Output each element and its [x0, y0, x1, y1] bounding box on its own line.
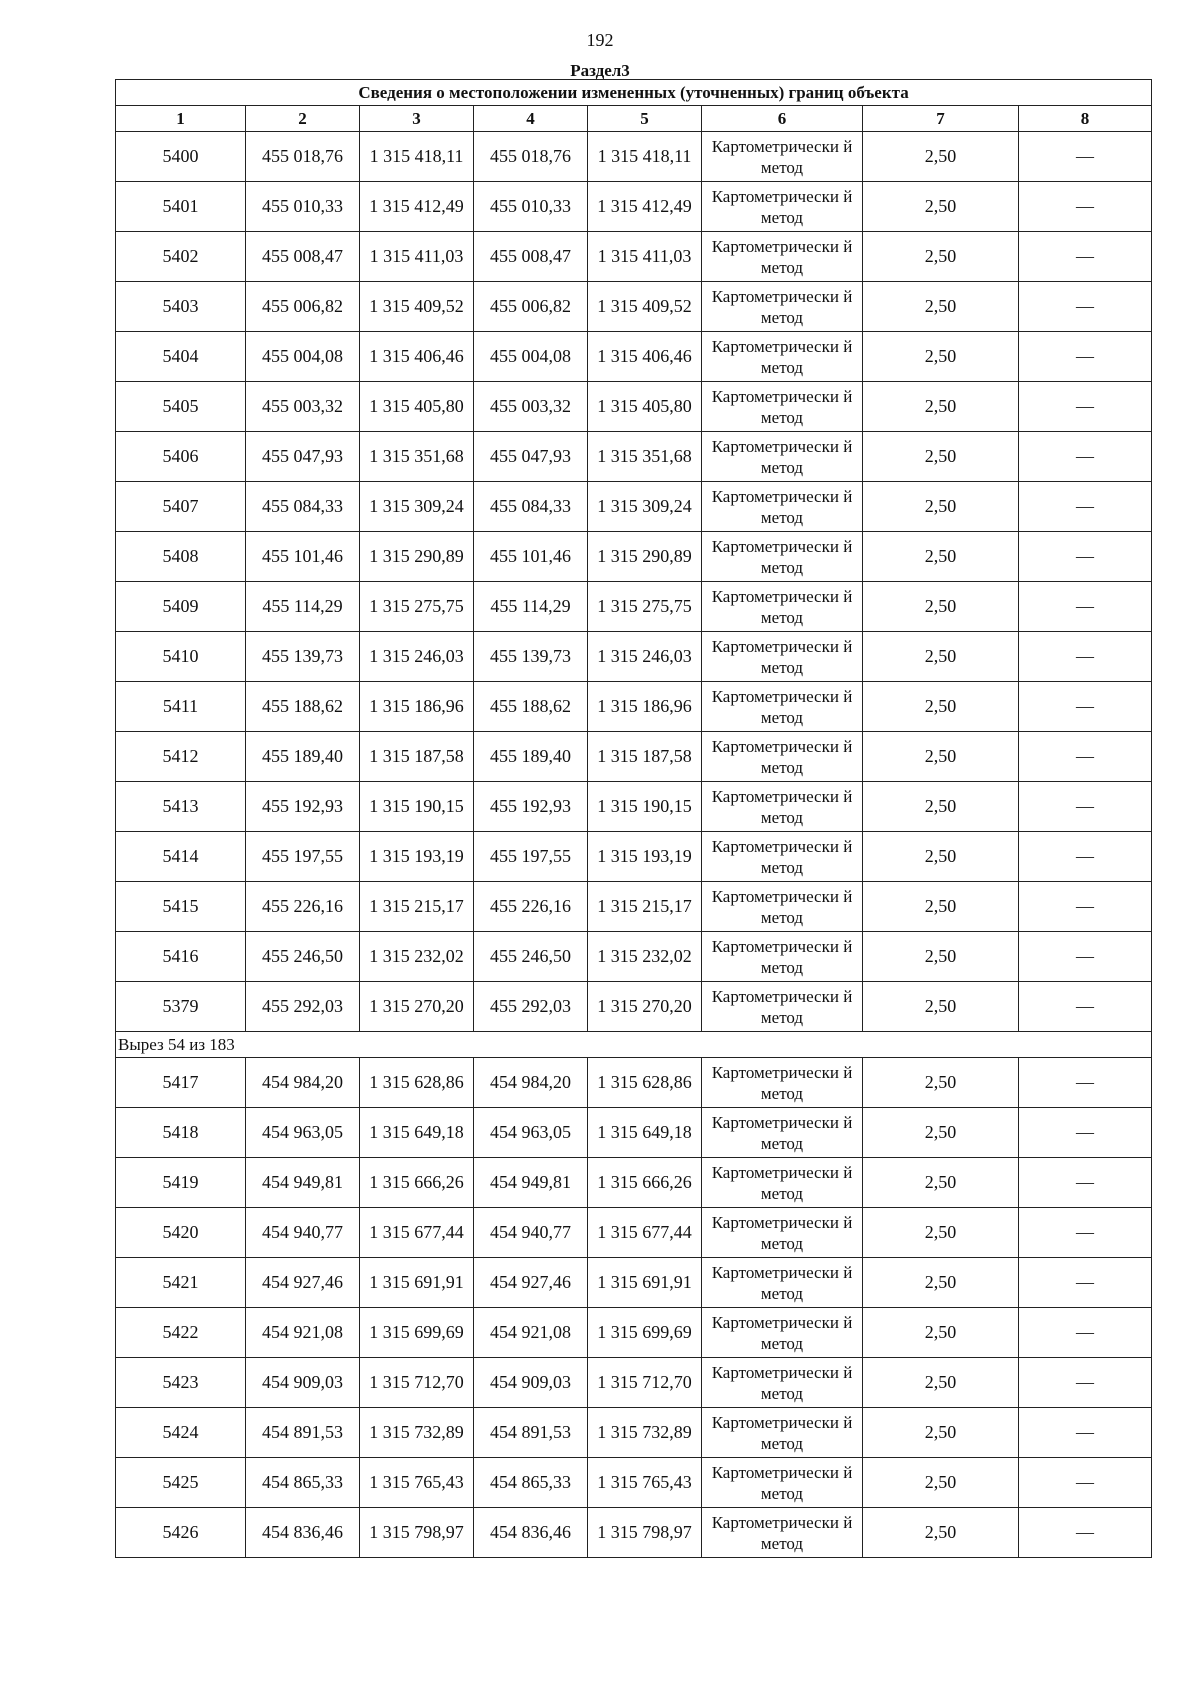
table-row [116, 232, 1152, 282]
method-cell: Картометрически й метод [702, 132, 863, 182]
accuracy-cell: 2,50 [863, 982, 1019, 1032]
method-cell: Картометрически й метод [702, 1258, 863, 1308]
note-cell: — [1019, 532, 1152, 582]
x-existing-cell: 455 008,47 [246, 232, 360, 282]
note-cell: — [1019, 182, 1152, 232]
y-new-cell: 1 315 411,03 [588, 232, 702, 282]
x-existing-cell: 455 189,40 [246, 732, 360, 782]
point-number-cell: 5379 [116, 982, 246, 1032]
y-new-cell: 1 315 290,89 [588, 532, 702, 582]
table-row [116, 532, 1152, 582]
x-new-cell: 455 084,33 [474, 482, 588, 532]
y-new-cell: 1 315 765,43 [588, 1458, 702, 1508]
point-number-cell: 5413 [116, 782, 246, 832]
note-cell: — [1019, 1208, 1152, 1258]
table-row [116, 1258, 1152, 1308]
y-existing-cell: 1 315 677,44 [360, 1208, 474, 1258]
column-number: 4 [474, 106, 588, 132]
x-existing-cell: 455 018,76 [246, 132, 360, 182]
x-existing-cell: 454 927,46 [246, 1258, 360, 1308]
x-existing-cell: 455 003,32 [246, 382, 360, 432]
note-cell: — [1019, 1258, 1152, 1308]
x-new-cell: 454 865,33 [474, 1458, 588, 1508]
point-number-cell: 5410 [116, 632, 246, 682]
column-number: 6 [702, 106, 863, 132]
accuracy-cell: 2,50 [863, 332, 1019, 382]
point-number-cell: 5401 [116, 182, 246, 232]
y-new-cell: 1 315 699,69 [588, 1308, 702, 1358]
point-number-cell: 5418 [116, 1108, 246, 1158]
accuracy-cell: 2,50 [863, 1408, 1019, 1458]
note-cell: — [1019, 632, 1152, 682]
point-number-cell: 5405 [116, 382, 246, 432]
y-existing-cell: 1 315 406,46 [360, 332, 474, 382]
x-existing-cell: 454 963,05 [246, 1108, 360, 1158]
y-new-cell: 1 315 309,24 [588, 482, 702, 532]
table-row [116, 1158, 1152, 1208]
x-new-cell: 454 940,77 [474, 1208, 588, 1258]
x-new-cell: 455 101,46 [474, 532, 588, 582]
x-new-cell: 455 197,55 [474, 832, 588, 882]
table-row [116, 1058, 1152, 1108]
x-existing-cell: 455 006,82 [246, 282, 360, 332]
point-number-cell: 5424 [116, 1408, 246, 1458]
y-existing-cell: 1 315 405,80 [360, 382, 474, 432]
x-existing-cell: 454 891,53 [246, 1408, 360, 1458]
x-existing-cell: 454 836,46 [246, 1508, 360, 1558]
accuracy-cell: 2,50 [863, 1058, 1019, 1108]
table-row [116, 1108, 1152, 1158]
note-cell: — [1019, 1408, 1152, 1458]
x-new-cell: 455 018,76 [474, 132, 588, 182]
point-number-cell: 5408 [116, 532, 246, 582]
point-number-cell: 5425 [116, 1458, 246, 1508]
note-cell: — [1019, 932, 1152, 982]
table-row [116, 732, 1152, 782]
method-cell: Картометрически й метод [702, 382, 863, 432]
point-number-cell: 5420 [116, 1208, 246, 1258]
point-number-cell: 5400 [116, 132, 246, 182]
method-cell: Картометрически й метод [702, 632, 863, 682]
y-new-cell: 1 315 409,52 [588, 282, 702, 332]
note-cell: — [1019, 882, 1152, 932]
x-existing-cell: 455 246,50 [246, 932, 360, 982]
table-row [116, 332, 1152, 382]
y-new-cell: 1 315 351,68 [588, 432, 702, 482]
y-existing-cell: 1 315 232,02 [360, 932, 474, 982]
column-number: 3 [360, 106, 474, 132]
y-new-cell: 1 315 246,03 [588, 632, 702, 682]
point-number-cell: 5417 [116, 1058, 246, 1108]
method-cell: Картометрически й метод [702, 1408, 863, 1458]
x-existing-cell: 455 114,29 [246, 582, 360, 632]
x-new-cell: 455 006,82 [474, 282, 588, 332]
y-new-cell: 1 315 270,20 [588, 982, 702, 1032]
y-existing-cell: 1 315 765,43 [360, 1458, 474, 1508]
column-number: 2 [246, 106, 360, 132]
note-cell: — [1019, 382, 1152, 432]
note-cell: — [1019, 1308, 1152, 1358]
note-cell: — [1019, 982, 1152, 1032]
accuracy-cell: 2,50 [863, 232, 1019, 282]
accuracy-cell: 2,50 [863, 1508, 1019, 1558]
section-title: Раздел3 [570, 61, 630, 80]
y-new-cell: 1 315 677,44 [588, 1208, 702, 1258]
method-cell: Картометрически й метод [702, 1208, 863, 1258]
x-existing-cell: 455 084,33 [246, 482, 360, 532]
x-new-cell: 455 114,29 [474, 582, 588, 632]
note-cell: — [1019, 782, 1152, 832]
method-cell: Картометрически й метод [702, 432, 863, 482]
y-new-cell: 1 315 190,15 [588, 782, 702, 832]
table-row [116, 582, 1152, 632]
y-new-cell: 1 315 732,89 [588, 1408, 702, 1458]
x-new-cell: 455 003,32 [474, 382, 588, 432]
method-cell: Картометрически й метод [702, 832, 863, 882]
point-number-cell: 5414 [116, 832, 246, 882]
table-row [116, 982, 1152, 1032]
accuracy-cell: 2,50 [863, 932, 1019, 982]
x-new-cell: 455 246,50 [474, 932, 588, 982]
accuracy-cell: 2,50 [863, 1358, 1019, 1408]
y-existing-cell: 1 315 270,20 [360, 982, 474, 1032]
accuracy-cell: 2,50 [863, 1308, 1019, 1358]
x-existing-cell: 455 004,08 [246, 332, 360, 382]
y-new-cell: 1 315 412,49 [588, 182, 702, 232]
method-cell: Картометрически й метод [702, 1458, 863, 1508]
y-existing-cell: 1 315 666,26 [360, 1158, 474, 1208]
x-new-cell: 454 909,03 [474, 1358, 588, 1408]
x-new-cell: 454 963,05 [474, 1108, 588, 1158]
table-caption-row [116, 80, 1152, 106]
accuracy-cell: 2,50 [863, 382, 1019, 432]
accuracy-cell: 2,50 [863, 182, 1019, 232]
y-existing-cell: 1 315 246,03 [360, 632, 474, 682]
method-cell: Картометрически й метод [702, 1308, 863, 1358]
y-existing-cell: 1 315 190,15 [360, 782, 474, 832]
column-number-row [116, 106, 1152, 132]
point-number-cell: 5412 [116, 732, 246, 782]
x-existing-cell: 454 865,33 [246, 1458, 360, 1508]
x-existing-cell: 455 226,16 [246, 882, 360, 932]
table-caption: Сведения о местоположении измененных (уточненных) границ объекта [116, 80, 1152, 106]
note-cell: — [1019, 1108, 1152, 1158]
accuracy-cell: 2,50 [863, 282, 1019, 332]
note-cell: — [1019, 282, 1152, 332]
y-existing-cell: 1 315 628,86 [360, 1058, 474, 1108]
x-existing-cell: 455 139,73 [246, 632, 360, 682]
table-row [116, 1408, 1152, 1458]
y-new-cell: 1 315 405,80 [588, 382, 702, 432]
y-existing-cell: 1 315 418,11 [360, 132, 474, 182]
x-new-cell: 455 188,62 [474, 682, 588, 732]
table-row [116, 632, 1152, 682]
point-number-cell: 5415 [116, 882, 246, 932]
y-existing-cell: 1 315 193,19 [360, 832, 474, 882]
y-existing-cell: 1 315 275,75 [360, 582, 474, 632]
y-existing-cell: 1 315 712,70 [360, 1358, 474, 1408]
note-cell: — [1019, 832, 1152, 882]
y-existing-cell: 1 315 187,58 [360, 732, 474, 782]
x-new-cell: 455 292,03 [474, 982, 588, 1032]
y-existing-cell: 1 315 186,96 [360, 682, 474, 732]
y-new-cell: 1 315 232,02 [588, 932, 702, 982]
table-row [116, 382, 1152, 432]
y-existing-cell: 1 315 409,52 [360, 282, 474, 332]
y-new-cell: 1 315 628,86 [588, 1058, 702, 1108]
x-new-cell: 454 921,08 [474, 1308, 588, 1358]
table-body [116, 132, 1152, 1558]
y-new-cell: 1 315 666,26 [588, 1158, 702, 1208]
table-row [116, 682, 1152, 732]
y-existing-cell: 1 315 412,49 [360, 182, 474, 232]
method-cell: Картометрически й метод [702, 1108, 863, 1158]
y-existing-cell: 1 315 351,68 [360, 432, 474, 482]
y-new-cell: 1 315 691,91 [588, 1258, 702, 1308]
accuracy-cell: 2,50 [863, 1258, 1019, 1308]
page-number: 192 [586, 30, 614, 50]
x-new-cell: 455 010,33 [474, 182, 588, 232]
method-cell: Картометрически й метод [702, 532, 863, 582]
x-existing-cell: 455 192,93 [246, 782, 360, 832]
accuracy-cell: 2,50 [863, 1208, 1019, 1258]
x-new-cell: 455 226,16 [474, 882, 588, 932]
note-cell: — [1019, 432, 1152, 482]
point-number-cell: 5402 [116, 232, 246, 282]
method-cell: Картометрически й метод [702, 1508, 863, 1558]
x-existing-cell: 455 188,62 [246, 682, 360, 732]
note-cell: — [1019, 132, 1152, 182]
accuracy-cell: 2,50 [863, 682, 1019, 732]
point-number-cell: 5407 [116, 482, 246, 532]
accuracy-cell: 2,50 [863, 1158, 1019, 1208]
table-row [116, 182, 1152, 232]
table-row [116, 1508, 1152, 1558]
x-existing-cell: 454 984,20 [246, 1058, 360, 1108]
point-number-cell: 5416 [116, 932, 246, 982]
point-number-cell: 5409 [116, 582, 246, 632]
x-new-cell: 455 004,08 [474, 332, 588, 382]
table-row [116, 282, 1152, 332]
method-cell: Картометрически й метод [702, 932, 863, 982]
point-number-cell: 5423 [116, 1358, 246, 1408]
table-row [116, 482, 1152, 532]
x-new-cell: 455 047,93 [474, 432, 588, 482]
method-cell: Картометрически й метод [702, 682, 863, 732]
x-new-cell: 454 984,20 [474, 1058, 588, 1108]
method-cell: Картометрически й метод [702, 982, 863, 1032]
point-number-cell: 5403 [116, 282, 246, 332]
x-existing-cell: 454 921,08 [246, 1308, 360, 1358]
y-new-cell: 1 315 712,70 [588, 1358, 702, 1408]
x-new-cell: 454 949,81 [474, 1158, 588, 1208]
accuracy-cell: 2,50 [863, 432, 1019, 482]
point-number-cell: 5406 [116, 432, 246, 482]
x-new-cell: 455 008,47 [474, 232, 588, 282]
accuracy-cell: 2,50 [863, 1108, 1019, 1158]
accuracy-cell: 2,50 [863, 132, 1019, 182]
method-cell: Картометрически й метод [702, 1058, 863, 1108]
y-new-cell: 1 315 649,18 [588, 1108, 702, 1158]
x-new-cell: 454 927,46 [474, 1258, 588, 1308]
x-new-cell: 454 891,53 [474, 1408, 588, 1458]
point-number-cell: 5426 [116, 1508, 246, 1558]
x-existing-cell: 455 197,55 [246, 832, 360, 882]
x-existing-cell: 454 949,81 [246, 1158, 360, 1208]
group-label: Вырез 54 из 183 [116, 1032, 1152, 1058]
method-cell: Картометрически й метод [702, 882, 863, 932]
method-cell: Картометрически й метод [702, 182, 863, 232]
x-new-cell: 455 139,73 [474, 632, 588, 682]
x-new-cell: 455 189,40 [474, 732, 588, 782]
table-row [116, 832, 1152, 882]
note-cell: — [1019, 1458, 1152, 1508]
method-cell: Картометрически й метод [702, 782, 863, 832]
point-number-cell: 5404 [116, 332, 246, 382]
x-new-cell: 455 192,93 [474, 782, 588, 832]
accuracy-cell: 2,50 [863, 732, 1019, 782]
y-existing-cell: 1 315 309,24 [360, 482, 474, 532]
note-cell: — [1019, 482, 1152, 532]
note-cell: — [1019, 232, 1152, 282]
point-number-cell: 5419 [116, 1158, 246, 1208]
note-cell: — [1019, 732, 1152, 782]
note-cell: — [1019, 332, 1152, 382]
table-row [116, 1208, 1152, 1258]
accuracy-cell: 2,50 [863, 832, 1019, 882]
table-row [116, 132, 1152, 182]
column-number: 5 [588, 106, 702, 132]
note-cell: — [1019, 1058, 1152, 1108]
y-new-cell: 1 315 215,17 [588, 882, 702, 932]
method-cell: Картометрически й метод [702, 332, 863, 382]
y-existing-cell: 1 315 732,89 [360, 1408, 474, 1458]
accuracy-cell: 2,50 [863, 882, 1019, 932]
table-row [116, 782, 1152, 832]
accuracy-cell: 2,50 [863, 482, 1019, 532]
method-cell: Картометрически й метод [702, 1358, 863, 1408]
method-cell: Картометрически й метод [702, 582, 863, 632]
point-number-cell: 5422 [116, 1308, 246, 1358]
y-existing-cell: 1 315 411,03 [360, 232, 474, 282]
accuracy-cell: 2,50 [863, 632, 1019, 682]
y-existing-cell: 1 315 691,91 [360, 1258, 474, 1308]
y-new-cell: 1 315 406,46 [588, 332, 702, 382]
point-number-cell: 5411 [116, 682, 246, 732]
table-row [116, 932, 1152, 982]
column-number: 7 [863, 106, 1019, 132]
note-cell: — [1019, 1158, 1152, 1208]
column-number: 8 [1019, 106, 1152, 132]
note-cell: — [1019, 682, 1152, 732]
y-existing-cell: 1 315 649,18 [360, 1108, 474, 1158]
note-cell: — [1019, 1358, 1152, 1408]
method-cell: Картометрически й метод [702, 1158, 863, 1208]
x-existing-cell: 455 101,46 [246, 532, 360, 582]
x-existing-cell: 454 909,03 [246, 1358, 360, 1408]
table-row [116, 882, 1152, 932]
method-cell: Картометрически й метод [702, 482, 863, 532]
point-number-cell: 5421 [116, 1258, 246, 1308]
y-new-cell: 1 315 187,58 [588, 732, 702, 782]
y-existing-cell: 1 315 798,97 [360, 1508, 474, 1558]
x-existing-cell: 455 047,93 [246, 432, 360, 482]
group-label-row [116, 1032, 1152, 1058]
x-existing-cell: 454 940,77 [246, 1208, 360, 1258]
accuracy-cell: 2,50 [863, 532, 1019, 582]
table-row [116, 1308, 1152, 1358]
note-cell: — [1019, 582, 1152, 632]
accuracy-cell: 2,50 [863, 582, 1019, 632]
method-cell: Картометрически й метод [702, 732, 863, 782]
note-cell: — [1019, 1508, 1152, 1558]
accuracy-cell: 2,50 [863, 782, 1019, 832]
method-cell: Картометрически й метод [702, 232, 863, 282]
y-new-cell: 1 315 418,11 [588, 132, 702, 182]
accuracy-cell: 2,50 [863, 1458, 1019, 1508]
x-existing-cell: 455 292,03 [246, 982, 360, 1032]
y-new-cell: 1 315 193,19 [588, 832, 702, 882]
y-new-cell: 1 315 798,97 [588, 1508, 702, 1558]
x-new-cell: 454 836,46 [474, 1508, 588, 1558]
y-new-cell: 1 315 186,96 [588, 682, 702, 732]
table-row [116, 1458, 1152, 1508]
x-existing-cell: 455 010,33 [246, 182, 360, 232]
table-row [116, 1358, 1152, 1408]
column-number: 1 [116, 106, 246, 132]
y-existing-cell: 1 315 215,17 [360, 882, 474, 932]
y-existing-cell: 1 315 699,69 [360, 1308, 474, 1358]
boundary-coordinates-table [115, 79, 1152, 1558]
table-row [116, 432, 1152, 482]
method-cell: Картометрически й метод [702, 282, 863, 332]
y-existing-cell: 1 315 290,89 [360, 532, 474, 582]
y-new-cell: 1 315 275,75 [588, 582, 702, 632]
